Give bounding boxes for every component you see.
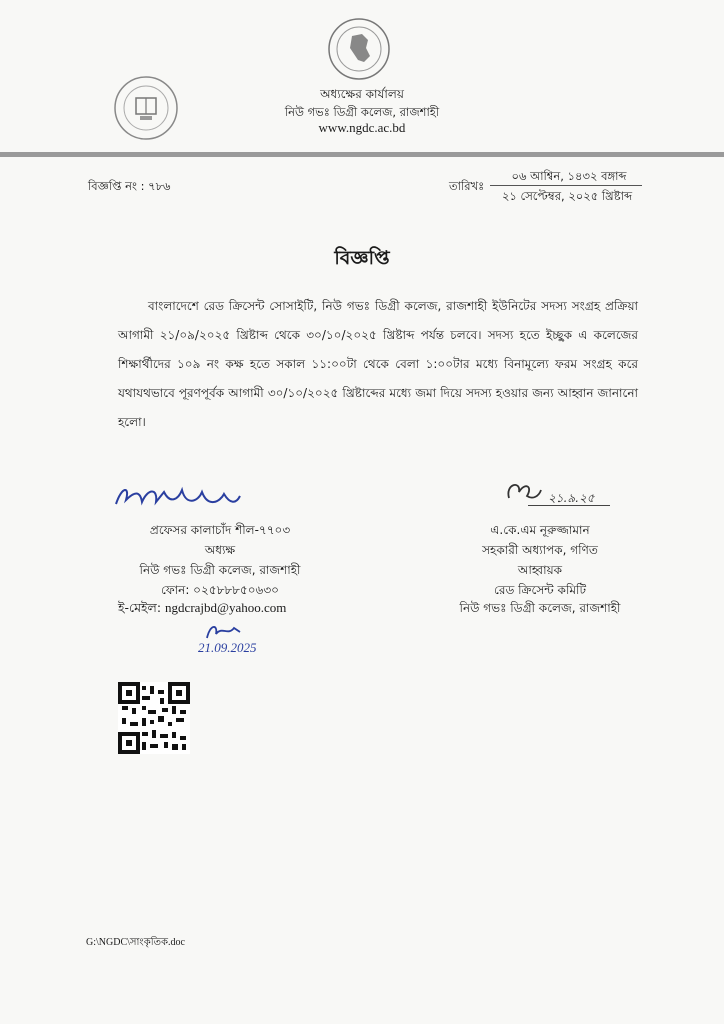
principal-name: প্রফেসর কালাচাঁদ শীল-৭৭০৩	[149, 523, 291, 537]
office-name: অধ্যক্ষের কার্যালয়	[320, 87, 404, 101]
principal-phone: ফোন: ০২৫৮৮৮৫০৬৩০	[161, 583, 279, 597]
government-seal-icon	[328, 18, 390, 80]
date-bangla: ০৬ আশ্বিন, ১৪৩২ বঙ্গাব্দ	[511, 169, 627, 183]
college-website: www.ngdc.ac.bd	[318, 120, 406, 135]
convener-college: নিউ গভঃ ডিগ্রী কলেজ, রাজশাহী	[459, 601, 621, 615]
notice-body: বাংলাদেশে রেড ক্রিসেন্ট সোসাইটি, নিউ গভঃ ডিগ্রী কলেজ, রাজশাহী ইউনিটের সদস্য সংগ্রহ প্রক্রিয়া আগামী ২১/০৯/২০২৫ খ্রিষ্টাব্দ থেকে ৩০/১০/২০২৫ খ্রিষ্টাব্দ পর্যন্ত চলবে। সদস্য হতে ইচ্ছুক এ কলেজের শিক্ষার্থীদের ১০৯ নং কক্ষ হতে সকাল ১১:০০টা থেকে বেলা ১:০০টার মধ্যে বিনামূল্যে ফরম সংগ্রহ করে যথাযথভাবে পূরণপূর্বক আগামী ৩০/১০/২০২৫ খ্রিষ্টাব্দের মধ্যে জমা দিয়ে সদস্য হওয়ার জন্য আহ্বান জানানো হলো।	[118, 299, 638, 429]
principal-designation: অধ্যক্ষ	[204, 543, 236, 557]
convener-role: আহ্বায়ক	[517, 563, 563, 577]
date-divider	[490, 185, 642, 186]
date-label: তারিখঃ	[449, 179, 485, 193]
principal-college: নিউ গভঃ ডিগ্রী কলেজ, রাজশাহী	[139, 563, 301, 577]
principal-signature	[112, 482, 242, 514]
date-gregorian: ২১ সেপ্টেম্বর, ২০২৫ খ্রিষ্টাব্দ	[501, 189, 633, 203]
convener-signature-date: ২১.৯.২৫	[548, 491, 595, 505]
notice-title: বিজ্ঞপ্তি	[334, 247, 390, 269]
principal-email[interactable]: ngdcrajbd@yahoo.com	[165, 600, 287, 615]
college-seal-icon	[114, 76, 178, 140]
signature-underline	[528, 505, 610, 506]
memo-number: বিজ্ঞপ্তি নং : ৭৮৬	[88, 179, 171, 193]
email-label: ই-মেইল:	[118, 600, 162, 615]
header-divider	[0, 150, 724, 160]
college-name: নিউ গভঃ ডিগ্রী কলেজ, রাজশাহী	[284, 105, 440, 119]
committee-name: রেড ক্রিসেন্ট কমিটি	[493, 583, 587, 597]
convener-name: এ.কে.এম নূরুজ্জামান	[490, 523, 590, 537]
principal-email-row	[118, 600, 286, 620]
qr-code[interactable]	[118, 682, 190, 754]
convener-signature	[503, 478, 543, 506]
convener-designation: সহকারী অধ্যাপক, গণিত	[482, 543, 598, 557]
initial-date: 21.09.2025	[198, 640, 257, 655]
file-path: G:\NGDC\সাংকৃতিক.doc	[86, 937, 185, 948]
